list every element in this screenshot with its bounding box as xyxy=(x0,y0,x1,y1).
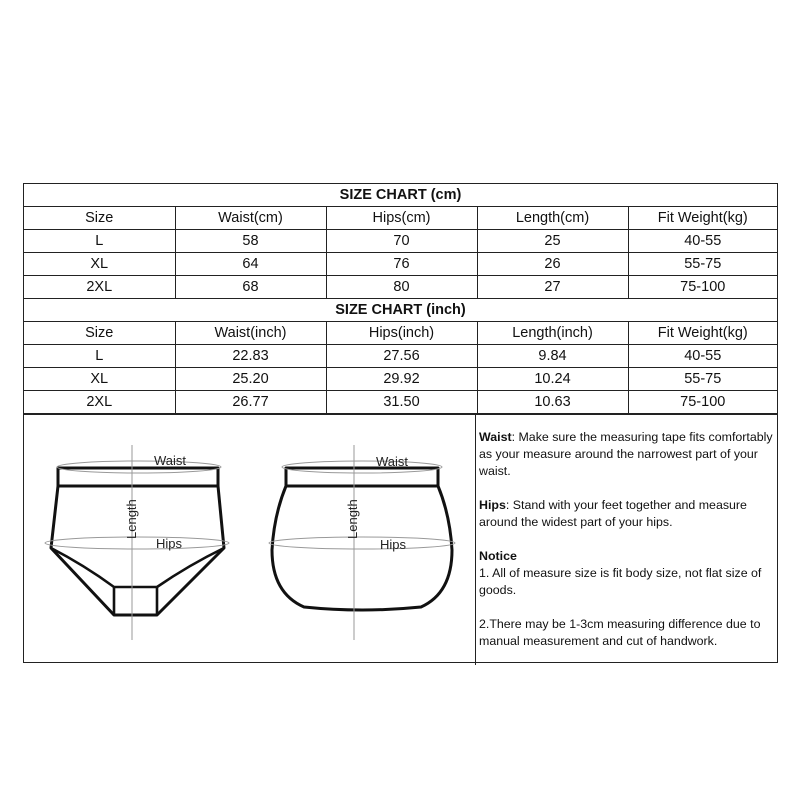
size-chart-cm-table xyxy=(24,184,777,414)
table-cell: 75-100 xyxy=(628,391,777,414)
back-waist-label: Waist xyxy=(376,454,409,469)
table-cell: XL xyxy=(24,253,175,276)
table-cell: 2XL xyxy=(24,391,175,414)
table-cell: 10.63 xyxy=(477,391,628,414)
header-cell: Waist(cm) xyxy=(175,207,326,230)
table-cell: 27.56 xyxy=(326,345,477,368)
size-chart xyxy=(23,183,778,663)
waist-note xyxy=(479,429,773,480)
hips-note-text: : Stand with your feet together and measure around the widest part of your hips. xyxy=(479,498,747,529)
cm-table-title: SIZE CHART (cm) xyxy=(24,184,777,207)
table-cell: 31.50 xyxy=(326,391,477,414)
header-cell: Fit Weight(kg) xyxy=(628,322,777,345)
table-row xyxy=(24,391,777,414)
table-cell: 25.20 xyxy=(175,368,326,391)
hips-note xyxy=(479,497,773,531)
table-cell: 10.24 xyxy=(477,368,628,391)
inch-table-title: SIZE CHART (inch) xyxy=(24,299,777,322)
front-waist-label: Waist xyxy=(154,453,187,468)
header-cell: Hips(cm) xyxy=(326,207,477,230)
table-cell: XL xyxy=(24,368,175,391)
measurement-diagrams xyxy=(24,415,476,665)
table-cell: 55-75 xyxy=(628,253,777,276)
waist-note-title: Waist xyxy=(479,430,512,444)
front-length-label: Length xyxy=(124,499,139,539)
notice-item-1: 1. All of measure size is fit body size, not flat size of goods. xyxy=(479,566,762,597)
table-cell: 2XL xyxy=(24,276,175,299)
table-cell: 9.84 xyxy=(477,345,628,368)
notice-title: Notice xyxy=(479,549,517,563)
table-row xyxy=(24,368,777,391)
measurement-notes xyxy=(476,415,777,665)
hips-note-title: Hips xyxy=(479,498,506,512)
table-cell: 27 xyxy=(477,276,628,299)
notice-item-2: 2.There may be 1-3cm measuring difference due to manual measurement and cut of handwork. xyxy=(479,617,761,648)
table-cell: 70 xyxy=(326,230,477,253)
front-hips-label: Hips xyxy=(156,536,183,551)
table-row xyxy=(24,276,777,299)
notice-note xyxy=(479,548,773,599)
header-cell: Size xyxy=(24,322,175,345)
table-row xyxy=(24,345,777,368)
table-cell: 40-55 xyxy=(628,230,777,253)
measurement-guide xyxy=(24,414,777,665)
waist-note-text: : Make sure the measuring tape fits comfortably as your measure around the narrowest part of your waist. xyxy=(479,430,773,478)
table-cell: 64 xyxy=(175,253,326,276)
table-cell: 22.83 xyxy=(175,345,326,368)
back-hips-label: Hips xyxy=(380,537,407,552)
back-length-label: Length xyxy=(345,499,360,539)
table-cell: 55-75 xyxy=(628,368,777,391)
table-header-row xyxy=(24,207,777,230)
table-cell: 76 xyxy=(326,253,477,276)
briefs-diagram-svg xyxy=(24,415,476,665)
table-cell: 26.77 xyxy=(175,391,326,414)
table-cell: 58 xyxy=(175,230,326,253)
table-cell: L xyxy=(24,345,175,368)
table-row xyxy=(24,230,777,253)
table-cell: 75-100 xyxy=(628,276,777,299)
table-cell: 68 xyxy=(175,276,326,299)
header-cell: Hips(inch) xyxy=(326,322,477,345)
table-cell: L xyxy=(24,230,175,253)
table-cell: 40-55 xyxy=(628,345,777,368)
front-briefs-illustration xyxy=(51,468,224,615)
table-cell: 25 xyxy=(477,230,628,253)
table-cell: 80 xyxy=(326,276,477,299)
header-cell: Fit Weight(kg) xyxy=(628,207,777,230)
header-cell: Length(cm) xyxy=(477,207,628,230)
table-header-row xyxy=(24,322,777,345)
table-cell: 29.92 xyxy=(326,368,477,391)
header-cell: Length(inch) xyxy=(477,322,628,345)
header-cell: Size xyxy=(24,207,175,230)
table-cell: 26 xyxy=(477,253,628,276)
table-row xyxy=(24,253,777,276)
header-cell: Waist(inch) xyxy=(175,322,326,345)
